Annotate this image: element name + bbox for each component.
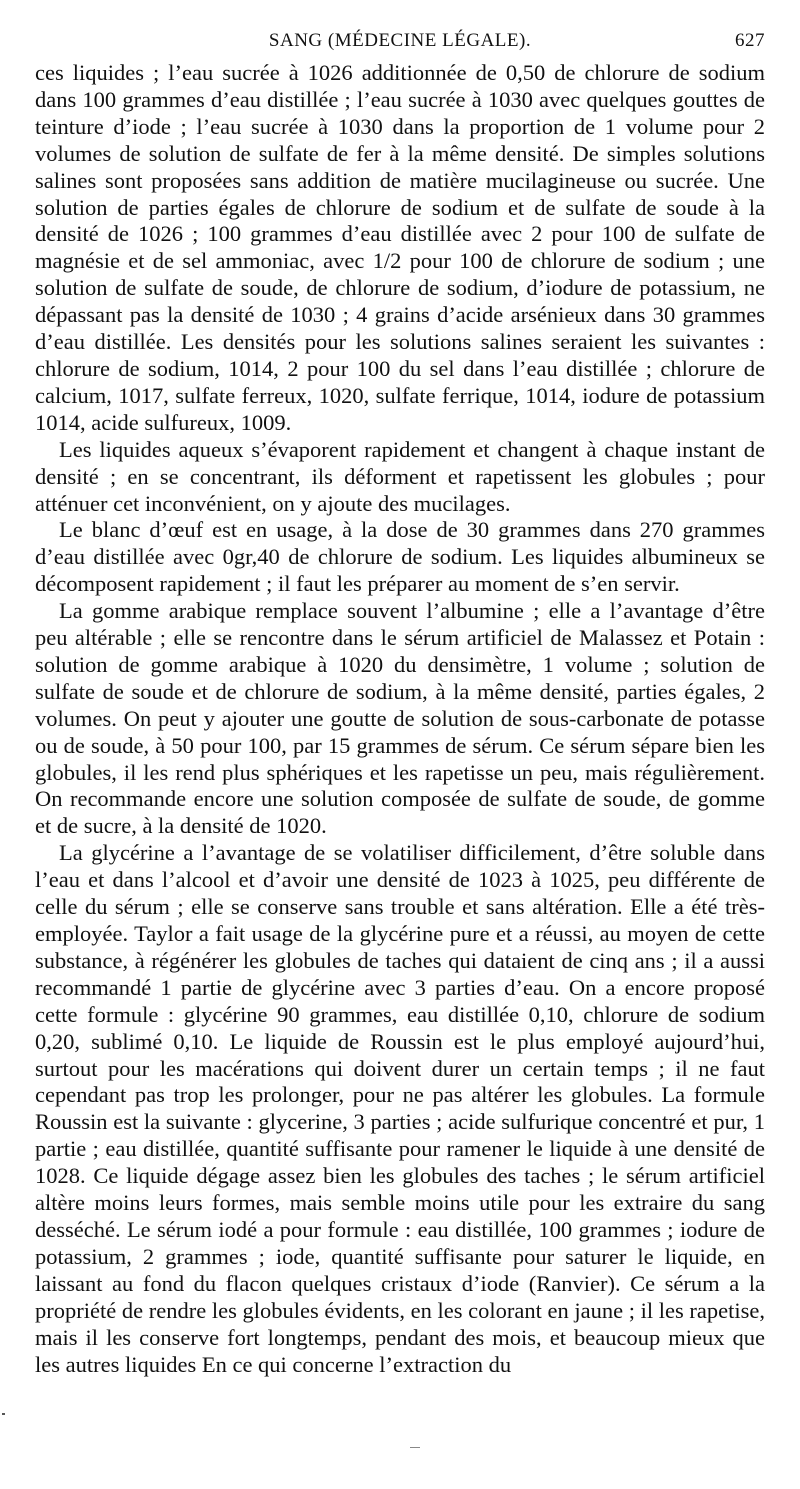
paragraph-2: Les liquides aqueux s’évaporent rapidement et changent à chaque instant de densité ; en se concentrant, ils déforment et rapetissent les globules ; pour atténuer cet inconvénient, on y ajoute des mucilages.: [35, 436, 765, 516]
page-number: 627: [735, 30, 765, 51]
paragraph-3: Le blanc d’œuf est en usage, à la dose de 30 grammes dans 270 grammes d’eau distillée avec 0gr,40 de chlorure de sodium. Les liquides albumineux se décomposent rapidement ; il faut les préparer au moment de s’en servir.: [35, 517, 765, 597]
paragraph-4: La gomme arabique remplace souvent l’albumine ; elle a l’avantage d’être peu altérable ; elle se rencontre dans le sérum artificiel de Malassez et Potain : solution de gomme arabique à 1020 du densimètre, 1 volume ; solution de sulfate de soude et de chlorure de sodium, à la même densité, parties égales, 2 volumes. On peut y ajouter une goutte de solution de sous-carbonate de potasse ou de soude, à 50 pour 100, par 15 grammes de sérum. Ce sérum sépare bien les globules, il les rend plus sphériques et les rapetisse un peu, mais régulièrement. On recommande encore une solution composée de sulfate de soude, de gomme et de sucre, à la densité de 1020.: [35, 598, 765, 839]
footer-mark: [410, 1447, 420, 1448]
margin-speck: [2, 1413, 5, 1415]
body-text: [35, 60, 765, 1378]
running-title: SANG (MÉDECINE LÉGALE).: [268, 30, 532, 51]
paragraph-5: La glycérine a l’avantage de se volatiliser difficilement, d’être soluble dans l’eau et dans l’alcool et d’avoir une densité de 1023 à 1025, peu différente de celle du sérum ; elle se conserve sans trouble et sans altération. Elle a été très-employée. Taylor a fait usage de la glycérine pure et a réussi, au moyen de cette substance, à régénérer les globules de taches qui dataient de cinq ans ; il a aussi recommandé 1 partie de glycérine avec 3 parties d’eau. On a encore proposé cette formule : glycérine 90 grammes, eau distillée 0,10, chlorure de sodium 0,20, sublimé 0,10. Le liquide de Roussin est le plus employé aujourd’hui, surtout pour les macérations qui doivent durer un certain temps ; il ne faut cependant pas trop les prolonger, pour ne pas altérer les globules. La formule Roussin est la suivante : glycerine, 3 parties ; acide sulfurique concentré et pur, 1 partie ; eau distillée, quantité suffisante pour ramener le liquide à une densité de 1028. Ce liquide dégage assez bien les globules des taches ; le sérum artificiel altère moins leurs formes, mais semble moins utile pour les extraire du sang desséché. Le sérum iodé a pour formule : eau distillée, 100 grammes ; iodure de potassium, 2 grammes ; iode, quantité suffisante pour saturer le liquide, en laissant au fond du flacon quelques cristaux d’iode (Ranvier). Ce sérum a la propriété de rendre les globules évidents, en les colorant en jaune ; il les rapetise, mais il les conserve fort longtemps, pendant des mois, et beaucoup mieux que les autres liquides En ce qui concerne l’extraction du: [35, 840, 765, 1377]
paragraph-1: ces liquides ; l’eau sucrée à 1026 additionnée de 0,50 de chlorure de sodium dans 100 grammes d’eau distillée ; l’eau sucrée à 1030 avec quelques gouttes de teinture d’iode ; l’eau sucrée à 1030 dans la proportion de 1 volume pour 2 volumes de solution de sulfate de fer à la même densité. De simples solutions salines sont proposées sans addition de matière mucilagineuse ou sucrée. Une solution de parties égales de chlorure de sodium et de sulfate de soude à la densité de 1026 ; 100 grammes d’eau distillée avec 2 pour 100 de sulfate de magnésie et de sel ammoniac, avec 1/2 pour 100 de chlorure de sodium ; une solution de sulfate de soude, de chlorure de sodium, d’iodure de potassium, ne dépassant pas la densité de 1030 ; 4 grains d’acide arsénieux dans 30 grammes d’eau distillée. Les densités pour les solutions salines seraient les suivantes : chlorure de sodium, 1014, 2 pour 100 du sel dans l’eau distillée ; chlorure de calcium, 1017, sulfate ferreux, 1020, sulfate ferrique, 1014, iodure de potassium 1014, acide sulfureux, 1009.: [35, 60, 765, 435]
running-head: [35, 30, 765, 60]
page: [35, 30, 765, 1378]
